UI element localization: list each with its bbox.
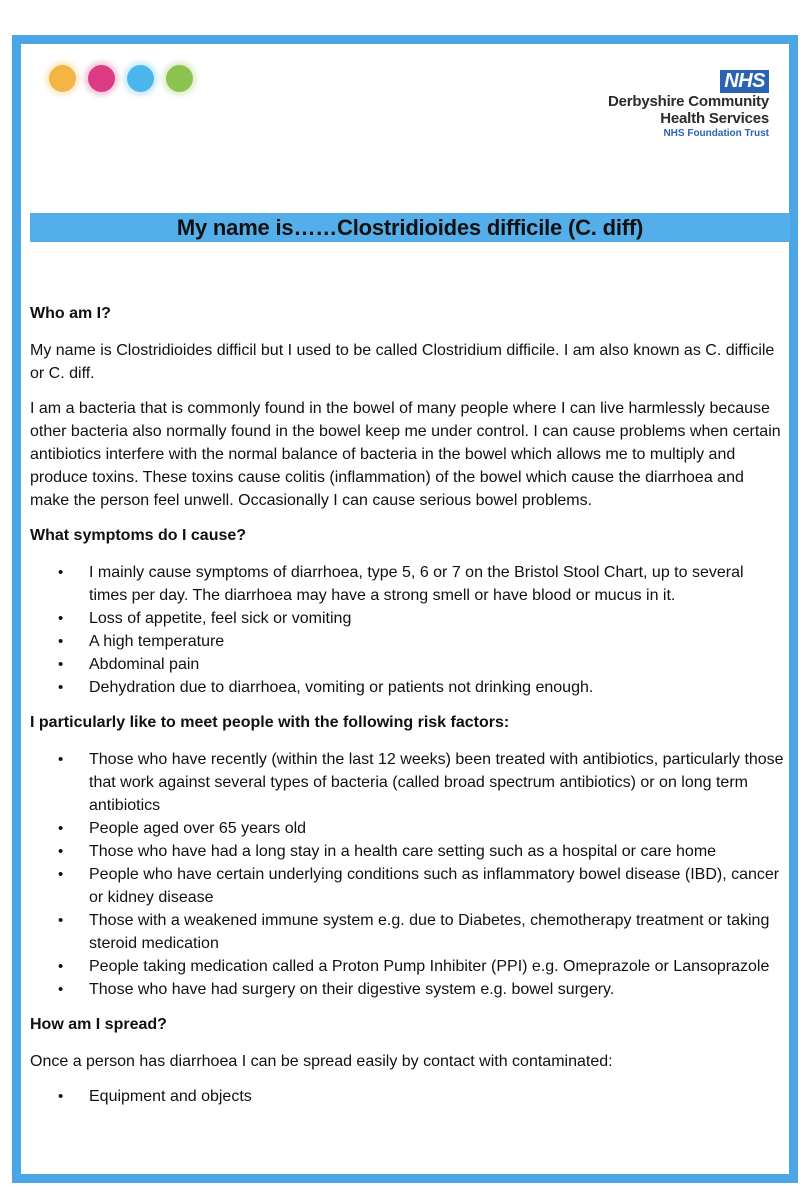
logo-org-line1: Derbyshire Community xyxy=(607,93,769,110)
blue-dot-icon xyxy=(127,65,154,92)
list-item: • Those who have recently (within the last 12 weeks) been treated with antibiotics, particularly those that work against several types of bacteria (called broad spectrum antibiotics) or on long term antibiotics xyxy=(89,748,786,817)
risks-heading: I particularly like to meet people with the following risk factors: xyxy=(30,714,510,731)
list-item: • A high temperature xyxy=(89,630,786,653)
symptoms-heading: What symptoms do I cause? xyxy=(30,527,247,544)
who-paragraph: My name is Clostridioides difficil but I used to be called Clostridium difficile. I am also known as C. difficile or C. diff. xyxy=(30,342,775,382)
list-item: • Abdominal pain xyxy=(89,653,786,676)
list-item: • People aged over 65 years old xyxy=(89,817,786,840)
page-title: My name is……Clostridioides difficile (C. diff) xyxy=(176,214,644,240)
list-item: • Those with a weakened immune system e.g. due to Diabetes, chemotherapy treatment or taking steroid medication xyxy=(89,909,786,955)
list-item: • Dehydration due to diarrhoea, vomiting or patients not drinking enough. xyxy=(89,676,786,699)
nhs-badge: NHS xyxy=(720,70,769,93)
nhs-trust-logo xyxy=(608,70,769,140)
list-item: • People who have certain underlying conditions such as inflammatory bowel disease (IBD), cancer or kidney disease xyxy=(89,863,786,909)
spread-intro: Once a person has diarrhoea I can be spread easily by contact with contaminated: xyxy=(30,1053,613,1070)
decorative-dots xyxy=(49,65,193,92)
leaflet-content xyxy=(30,302,786,1120)
symptoms-list xyxy=(30,561,786,699)
list-item: • I mainly cause symptoms of diarrhoea, type 5, 6 or 7 on the Bristol Stool Chart, up to several times per day. The diarrhoea may have a strong smell or have blood or mucus in it. xyxy=(89,561,786,607)
leaflet-frame xyxy=(12,35,798,1183)
logo-org-line2: Health Services xyxy=(660,110,769,127)
orange-dot-icon xyxy=(49,65,76,92)
who-paragraph: I am a bacteria that is commonly found in the bowel of many people where I can live harmlessly because other bacteria also normally found in the bowel keep me under control. I can cause problems when certain antibiotics interfere with the normal balance of bacteria in the bowel which allows me to multiply and produce toxins. These toxins cause colitis (inflammation) of the bowel which cause the diarrhoea and make the person feel unwell. Occasionally I can cause serious bowel problems. xyxy=(30,400,781,509)
list-item: • Loss of appetite, feel sick or vomiting xyxy=(89,607,786,630)
list-item: • Those who have had a long stay in a health care setting such as a hospital or care home xyxy=(89,840,786,863)
list-item: • Equipment and objects xyxy=(89,1085,786,1108)
spread-heading: How am I spread? xyxy=(30,1016,167,1033)
list-item: • Those who have had surgery on their digestive system e.g. bowel surgery. xyxy=(89,978,786,1001)
title-banner xyxy=(30,213,790,242)
pink-dot-icon xyxy=(88,65,115,92)
logo-org-line3: NHS Foundation Trust xyxy=(663,128,769,139)
green-dot-icon xyxy=(166,65,193,92)
list-item: • People taking medication called a Proton Pump Inhibiter (PPI) e.g. Omeprazole or Lansoprazole xyxy=(89,955,786,978)
spread-list xyxy=(30,1085,786,1108)
risks-list xyxy=(30,748,786,1001)
who-heading: Who am I? xyxy=(30,305,111,322)
